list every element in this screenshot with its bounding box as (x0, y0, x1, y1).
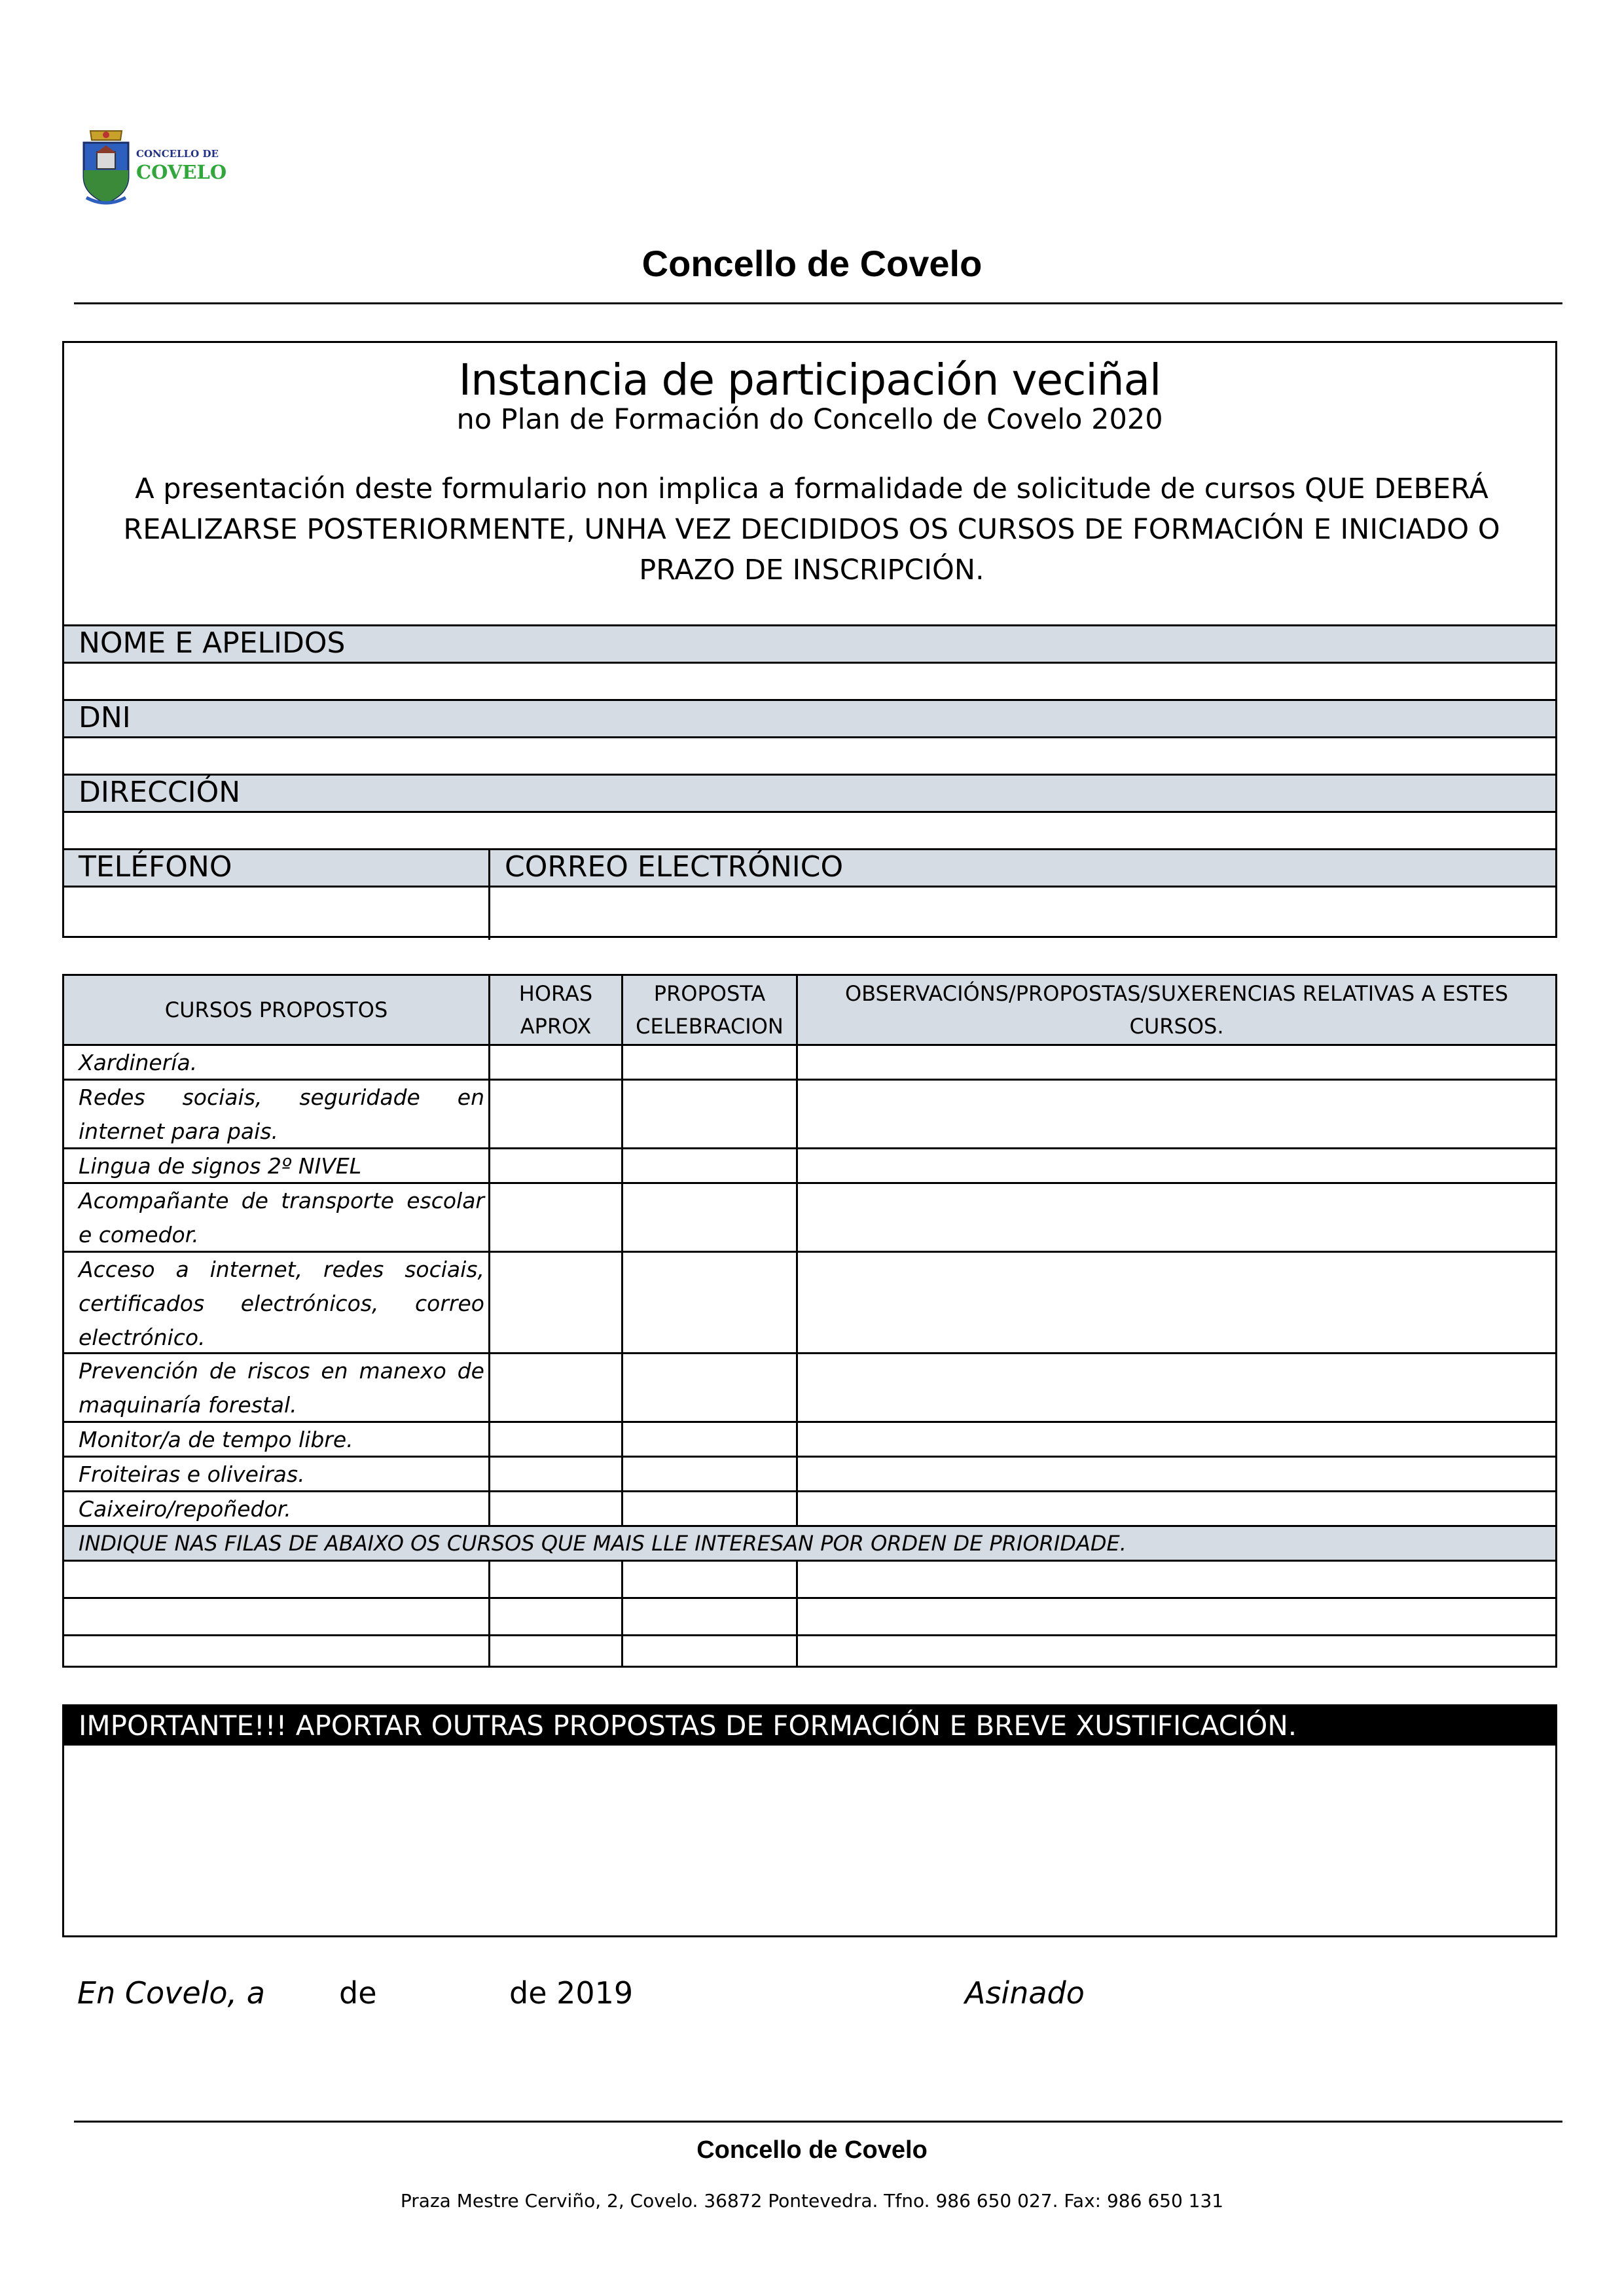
header-proposal (623, 976, 796, 1044)
header-hours (490, 976, 621, 1044)
header-hours-line2: APROX (520, 1014, 592, 1039)
course-name: Xardinería. (79, 1050, 198, 1075)
priority-row-3[interactable] (64, 1636, 1555, 1666)
course-name: Acceso a internet, redes sociais, certificados electrónicos, correo electrónico. (79, 1257, 484, 1350)
form-title: Instancia de participación veciñal (458, 355, 1161, 405)
header-observations: OBSERVACIÓNS/PROPOSTAS/SUXERENCIAS RELATIVAS A ESTES CURSOS. (844, 981, 1509, 1039)
email-label: CORREO ELECTRÓNICO (490, 850, 1555, 886)
form-notice: A presentación deste formulario non implica a formalidade de solicitude de cursos QUE DEBERÁ REALIZARSE POSTERIORMENTE, UNHA VEZ DECIDIDOS OS CURSOS DE FORMACIÓN E INICIADO O PRAZO DE INSCRIPCIÓN. (123, 473, 1500, 586)
footer-title: Concello de Covelo (696, 2136, 928, 2164)
priority-note: INDIQUE NAS FILAS DE ABAIXO OS CURSOS QUE MAIS LLE INTERESAN POR ORDEN DE PRIORIDADE. (64, 1527, 1555, 1560)
important-banner: IMPORTANTE!!! APORTAR OUTRAS PROPOSTAS DE FORMACIÓN E BREVE XUSTIFICACIÓN. (64, 1706, 1555, 1746)
proposals-textarea[interactable] (64, 1746, 1555, 1935)
table-row (64, 1046, 1555, 1079)
header-hours-line1: HORAS (518, 981, 593, 1006)
table-row (64, 1423, 1555, 1456)
header-course: CURSOS PROPOSTOS (164, 997, 388, 1022)
logo-text-main: COVELO (136, 161, 227, 183)
divider (796, 1560, 798, 1666)
header-proposal-line1: PROPOSTA (653, 981, 766, 1006)
address-label: DIRECCIÓN (64, 776, 1555, 811)
course-name: Prevención de riscos en manexo de maquinaría forestal. (79, 1358, 484, 1418)
priority-row-2[interactable] (64, 1599, 1555, 1634)
address-field[interactable] (64, 813, 1555, 848)
table-row (64, 1081, 1555, 1147)
divider (488, 1560, 490, 1666)
courses-table (62, 974, 1557, 1668)
coat-of-arms-icon (77, 126, 135, 208)
divider (796, 976, 798, 1527)
divider (621, 1560, 623, 1666)
name-field[interactable] (64, 664, 1555, 699)
phone-field[interactable] (64, 888, 488, 936)
table-row (64, 1253, 1555, 1352)
concello-logo (77, 126, 228, 217)
header-proposal-line2: CELEBRACION (636, 1014, 784, 1039)
priority-row-1[interactable] (64, 1562, 1555, 1597)
phone-label: TELÉFONO (64, 850, 488, 886)
signature-month-de: de (339, 1975, 377, 2011)
divider (621, 976, 623, 1527)
email-field[interactable] (490, 888, 1555, 936)
table-row (64, 1354, 1555, 1421)
table-row (64, 1184, 1555, 1251)
course-name: Monitor/a de tempo libre. (79, 1427, 353, 1452)
footer-rule (74, 2121, 1562, 2123)
course-name: Caixeiro/repoñedor. (79, 1496, 291, 1522)
table-row (64, 1149, 1555, 1182)
signature-year: de 2019 (509, 1975, 634, 2011)
footer-address: Praza Mestre Cerviño, 2, Covelo. 36872 Pontevedra. Tfno. 986 650 027. Fax: 986 650 131 (400, 2190, 1224, 2212)
logo-text-top: CONCELLO DE (136, 148, 219, 160)
table-row (64, 1458, 1555, 1490)
course-name: Acompañante de transporte escolar e comedor. (79, 1188, 484, 1247)
applicant-section (62, 341, 1557, 938)
header-rule (74, 302, 1562, 304)
form-subtitle: no Plan de Formación do Concello de Covelo 2020 (456, 403, 1163, 436)
course-name: Lingua de signos 2º NIVEL (79, 1153, 362, 1179)
dni-field[interactable] (64, 738, 1555, 774)
important-section (62, 1704, 1557, 1937)
table-row (64, 1492, 1555, 1525)
name-label: NOME E APELIDOS (64, 626, 1555, 662)
signature-place: En Covelo, a (77, 1975, 265, 2011)
header-title: Concello de Covelo (641, 243, 983, 284)
course-name: Redes sociais, seguridade en internet para pais. (79, 1085, 484, 1144)
course-name: Froiteiras e oliveiras. (79, 1462, 305, 1487)
signature-signed: Asinado (965, 1975, 1085, 2011)
dni-label: DNI (64, 701, 1555, 736)
divider (488, 976, 490, 1527)
